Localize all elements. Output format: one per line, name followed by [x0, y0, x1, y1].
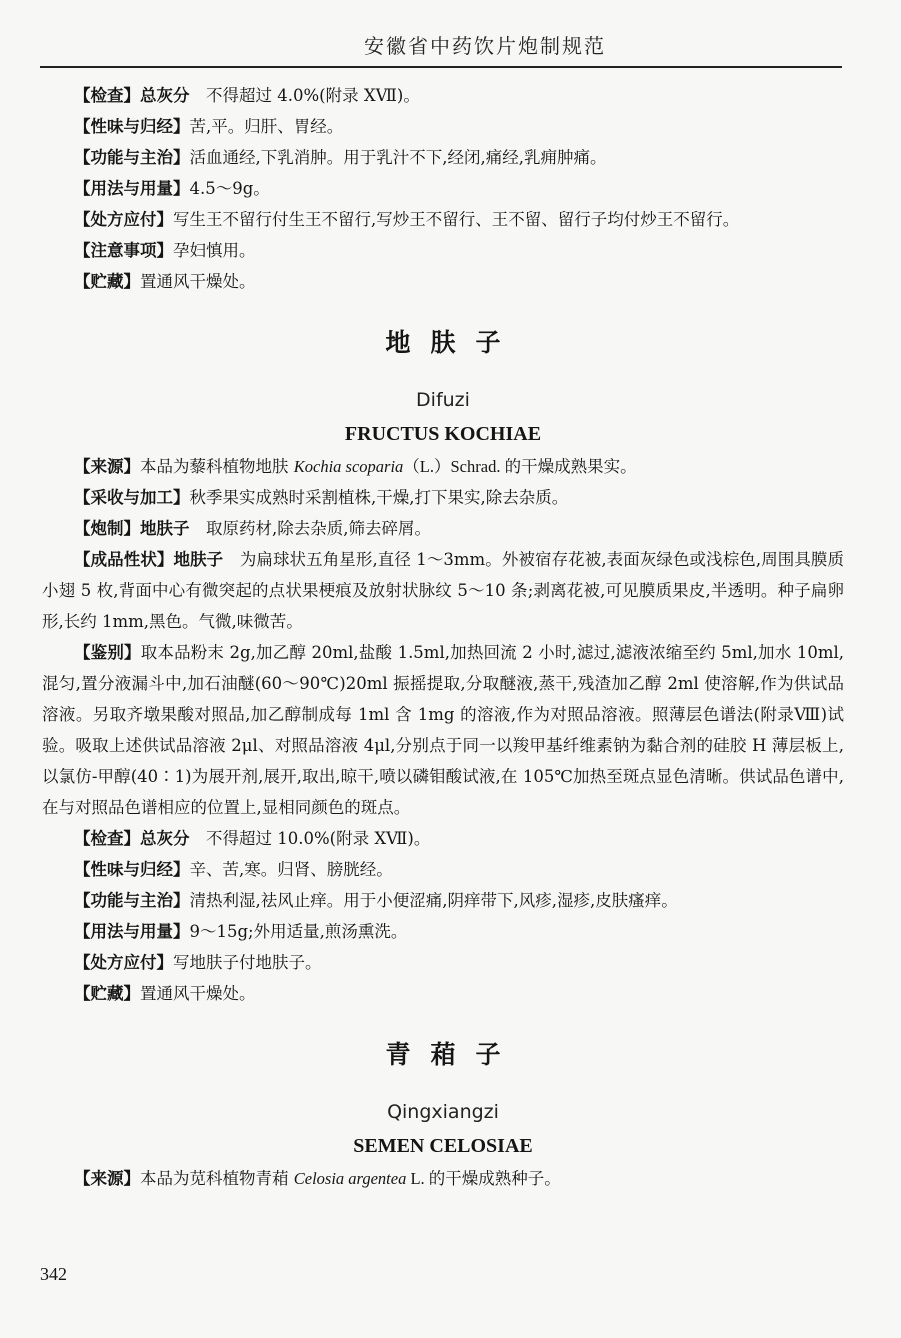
difuzi-title: 地肤子	[385, 328, 521, 357]
difuzi-identification: 【鉴别】取本品粉末 2g,加乙醇 20ml,盐酸 1.5ml,加热回流 2 小时,滤过,滤液浓缩至约 5ml,加水 10ml,混匀,置分液漏斗中,加石油醚(60～90℃)20ml 振摇提取,分取醚液,蒸干,残渣加乙醇 2ml 使溶解,作为供试品溶液。另取齐墩果酸对照品,加乙醇制成每 1ml 含 1mg 的溶液,作为对照品溶液。照薄层色谱法(附录Ⅷ)试验。吸取上述供试品溶液 2μl、对照品溶液 4μl,分别点于同一以羧甲基纤维素钠为黏合剂的硅胶 H 薄层板上,以氯仿-甲醇(40∶1)为展开剂,展开,取出,晾干,喷以磷钼酸试液,在 105℃加热至斑点显色清晰。供试品色谱中,在与对照品色谱相应的位置上,显相同颜色的斑点。	[42, 643, 844, 817]
difuzi-processing: 【炮制】地肤子 取原药材,除去杂质,筛去碎屑。	[74, 519, 431, 538]
prev-nature: 【性味与归经】苦,平。归肝、胃经。	[74, 117, 344, 136]
difuzi-latin-name: FRUCTUS KOCHIAE	[344, 423, 542, 445]
prev-storage: 【贮藏】置通风干燥处。	[74, 272, 256, 291]
qingxiangzi-pinyin: Qingxiangzi	[387, 1101, 499, 1123]
page-header	[40, 0, 842, 68]
difuzi-product: 【成品性状】地肤子 为扁球状五角星形,直径 1～3mm。外被宿存花被,表面灰绿色或浅棕色,周围具膜质小翅 5 枚,背面中心有微突起的点状果梗痕及放射状脉纹 5～10 条;剥离花被,可见膜质果皮,半透明。种子扁卵形,长约 1mm,黑色。气微,味微苦。	[42, 550, 845, 631]
difuzi-nature: 【性味与归经】辛、苦,寒。归肾、膀胱经。	[74, 860, 393, 879]
qingxiangzi-title: 青葙子	[385, 1040, 521, 1069]
header-title: 安徽省中药饮片炮制规范	[364, 34, 606, 58]
difuzi-harvest: 【采收与加工】秋季果实成熟时采割植株,干燥,打下果实,除去杂质。	[74, 488, 569, 507]
prev-caution: 【注意事项】孕妇慎用。	[74, 241, 256, 260]
prev-prescription: 【处方应付】写生王不留行付生王不留行,写炒王不留行、王不留、留行子均付炒王不留行。	[74, 210, 740, 229]
prev-function: 【功能与主治】活血通经,下乳消肿。用于乳汁不下,经闭,痛经,乳痈肿痛。	[74, 148, 607, 167]
difuzi-source: 【来源】本品为藜科植物地肤 Kochia scoparia（L.）Schrad. 的干燥成熟果实。	[74, 457, 637, 476]
prev-check: 【检查】总灰分 不得超过 4.0%(附录 XⅦ)。	[74, 86, 420, 105]
difuzi-check: 【检查】总灰分 不得超过 10.0%(附录 XⅦ)。	[74, 829, 431, 848]
difuzi-pinyin: Difuzi	[416, 389, 470, 411]
page-content	[42, 80, 844, 1194]
prev-usage: 【用法与用量】4.5～9g。	[74, 179, 270, 198]
page-number: 342	[40, 1264, 67, 1284]
difuzi-prescription: 【处方应付】写地肤子付地肤子。	[74, 953, 322, 972]
qingxiangzi-source: 【来源】本品为苋科植物青葙 Celosia argentea L. 的干燥成熟种子。	[74, 1169, 561, 1188]
qingxiangzi-latin-name: SEMEN CELOSIAE	[353, 1135, 533, 1157]
difuzi-function: 【功能与主治】清热利湿,祛风止痒。用于小便涩痛,阴痒带下,风疹,湿疹,皮肤瘙痒。	[74, 891, 678, 910]
difuzi-usage: 【用法与用量】9～15g;外用适量,煎汤熏洗。	[74, 922, 408, 941]
difuzi-storage: 【贮藏】置通风干燥处。	[74, 984, 256, 1003]
